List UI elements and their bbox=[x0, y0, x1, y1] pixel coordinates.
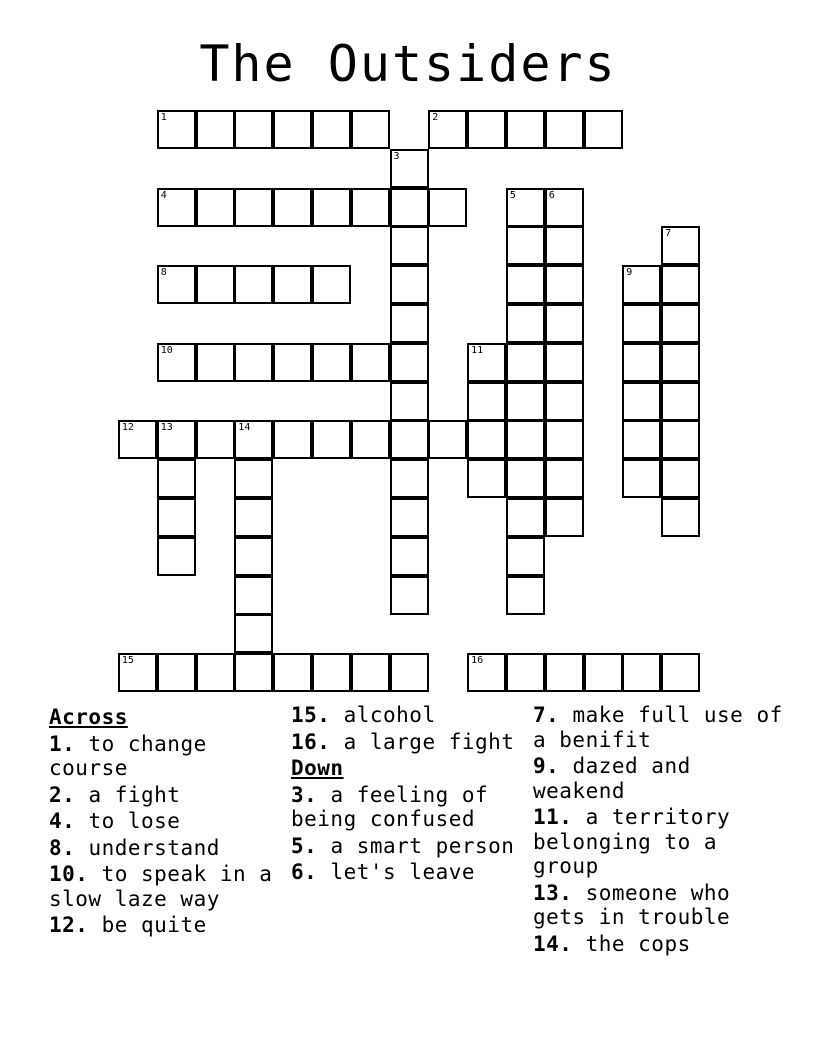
grid-cell[interactable] bbox=[390, 537, 429, 576]
grid-cell[interactable] bbox=[545, 459, 584, 498]
grid-cell[interactable] bbox=[196, 110, 235, 149]
grid-cell[interactable] bbox=[661, 459, 700, 498]
clue-item bbox=[533, 754, 793, 803]
grid-cell[interactable] bbox=[157, 265, 196, 304]
grid-cell[interactable] bbox=[196, 343, 235, 382]
grid-cell[interactable] bbox=[506, 537, 545, 576]
puzzle-title: The Outsiders bbox=[199, 35, 617, 93]
clue-item bbox=[291, 730, 523, 755]
clue-number: 15. bbox=[291, 703, 331, 727]
clue-item bbox=[291, 860, 523, 885]
grid-cell[interactable] bbox=[545, 653, 584, 692]
grid-cell[interactable] bbox=[545, 498, 584, 537]
grid-cell[interactable] bbox=[196, 653, 235, 692]
grid-cell[interactable] bbox=[506, 653, 545, 692]
clue-number-label: 4 bbox=[160, 189, 167, 201]
clues-column-1 bbox=[49, 703, 279, 940]
grid-cell[interactable] bbox=[234, 420, 273, 459]
clue-number-label: 9 bbox=[626, 267, 633, 279]
clue-number-label: 1 bbox=[160, 112, 167, 123]
grid-cell[interactable] bbox=[428, 110, 467, 149]
clue-text: a territory belonging to a group bbox=[533, 805, 731, 878]
grid-cell[interactable] bbox=[312, 110, 351, 149]
grid-cell[interactable] bbox=[428, 188, 467, 227]
grid-cell[interactable] bbox=[390, 265, 429, 304]
grid-cell[interactable] bbox=[157, 110, 196, 149]
grid-cell[interactable] bbox=[506, 188, 545, 227]
clue-number-label: 2 bbox=[432, 112, 439, 123]
grid-cell[interactable] bbox=[234, 614, 273, 653]
clue-number: 7. bbox=[533, 703, 560, 727]
grid-cell[interactable] bbox=[273, 653, 312, 692]
grid-cell[interactable] bbox=[390, 304, 429, 343]
grid-cell[interactable] bbox=[390, 459, 429, 498]
grid-cell[interactable] bbox=[661, 304, 700, 343]
grid-cell[interactable] bbox=[157, 420, 196, 459]
grid-cell[interactable] bbox=[273, 265, 312, 304]
clue-number-label: 13 bbox=[160, 422, 173, 434]
clue-number-label: 15 bbox=[121, 655, 134, 667]
grid-cell[interactable] bbox=[661, 498, 700, 537]
grid-cell[interactable] bbox=[312, 653, 351, 692]
grid-cell[interactable] bbox=[584, 653, 623, 692]
grid-cell[interactable] bbox=[118, 653, 157, 692]
grid-cell[interactable] bbox=[467, 343, 506, 382]
grid-cell[interactable] bbox=[545, 382, 584, 421]
grid-cell[interactable] bbox=[234, 576, 273, 615]
grid-cell[interactable] bbox=[661, 420, 700, 459]
grid-cell[interactable] bbox=[622, 265, 661, 304]
grid-cell[interactable] bbox=[661, 653, 700, 692]
grid-cell[interactable] bbox=[390, 420, 429, 459]
grid-cell[interactable] bbox=[506, 498, 545, 537]
grid-cell[interactable] bbox=[622, 343, 661, 382]
down-heading: Down bbox=[291, 756, 344, 780]
grid-cell[interactable] bbox=[196, 420, 235, 459]
down-clue-list bbox=[291, 783, 523, 885]
grid-cell[interactable] bbox=[622, 382, 661, 421]
clue-item bbox=[49, 836, 279, 861]
clue-number-label: 3 bbox=[393, 150, 400, 162]
clue-text: a fight bbox=[75, 782, 181, 807]
grid-cell[interactable] bbox=[467, 653, 506, 692]
clue-text: a feeling of being confused bbox=[291, 782, 489, 831]
grid-cell[interactable] bbox=[351, 188, 390, 227]
clue-number: 10. bbox=[49, 862, 89, 886]
clue-number: 2. bbox=[49, 782, 76, 807]
clue-text: be quite bbox=[88, 913, 207, 937]
grid-cell[interactable] bbox=[506, 576, 545, 615]
grid-cell[interactable] bbox=[661, 382, 700, 421]
clue-text: to lose bbox=[75, 809, 181, 833]
grid-cell[interactable] bbox=[196, 265, 235, 304]
grid-cell[interactable] bbox=[351, 420, 390, 459]
grid-cell[interactable] bbox=[467, 110, 506, 149]
grid-cell[interactable] bbox=[273, 343, 312, 382]
grid-cell[interactable] bbox=[390, 188, 429, 227]
clue-text: understand bbox=[75, 835, 220, 860]
clue-text: let's leave bbox=[317, 860, 476, 884]
clue-item bbox=[533, 703, 793, 752]
grid-cell[interactable] bbox=[467, 382, 506, 421]
clue-item bbox=[533, 881, 793, 930]
clue-text: dazed and weakend bbox=[533, 754, 691, 803]
grid-cell[interactable] bbox=[312, 265, 351, 304]
clue-text: make full use of a benifit bbox=[533, 703, 783, 752]
grid-cell[interactable] bbox=[506, 343, 545, 382]
grid-cell[interactable] bbox=[157, 537, 196, 576]
clue-number: 5. bbox=[291, 833, 318, 858]
grid-cell[interactable] bbox=[545, 188, 584, 227]
clue-number-label: 12 bbox=[121, 422, 134, 434]
grid-cell[interactable] bbox=[273, 420, 312, 459]
clue-number: 1. bbox=[49, 731, 76, 756]
clue-number: 12. bbox=[49, 913, 89, 937]
clue-text: the cops bbox=[572, 931, 691, 956]
grid-cell[interactable] bbox=[157, 653, 196, 692]
grid-cell[interactable] bbox=[118, 420, 157, 459]
grid-cell[interactable] bbox=[506, 304, 545, 343]
grid-cell[interactable] bbox=[584, 110, 623, 149]
grid-cell[interactable] bbox=[428, 420, 467, 459]
clue-item bbox=[49, 732, 279, 781]
grid-cell[interactable] bbox=[390, 382, 429, 421]
clue-number-label: 6 bbox=[548, 189, 555, 201]
grid-cell[interactable] bbox=[351, 110, 390, 149]
clue-number: 9. bbox=[533, 754, 560, 778]
clue-item bbox=[49, 809, 279, 834]
clue-item bbox=[291, 783, 523, 832]
clue-item bbox=[291, 703, 523, 728]
grid-cell[interactable] bbox=[234, 537, 273, 576]
grid-cell[interactable] bbox=[312, 420, 351, 459]
grid-cell[interactable] bbox=[157, 459, 196, 498]
grid-cell[interactable] bbox=[506, 265, 545, 304]
clue-text: alcohol bbox=[330, 703, 436, 727]
grid-cell[interactable] bbox=[545, 265, 584, 304]
grid-cell[interactable] bbox=[273, 110, 312, 149]
grid-cell[interactable] bbox=[234, 188, 273, 227]
clue-item bbox=[49, 913, 279, 938]
grid-cell[interactable] bbox=[196, 188, 235, 227]
grid-cell[interactable] bbox=[234, 343, 273, 382]
grid-cell[interactable] bbox=[545, 343, 584, 382]
grid-cell[interactable] bbox=[390, 498, 429, 537]
clue-number: 8. bbox=[49, 835, 76, 860]
grid-cell[interactable] bbox=[234, 653, 273, 692]
clue-number-label: 5 bbox=[509, 189, 516, 201]
clue-number: 11. bbox=[533, 805, 573, 829]
grid-cell[interactable] bbox=[234, 459, 273, 498]
grid-cell[interactable] bbox=[661, 226, 700, 265]
clue-item bbox=[533, 932, 793, 957]
clue-text: to speak in a slow laze way bbox=[49, 862, 273, 911]
grid-cell[interactable] bbox=[622, 653, 661, 692]
clue-number: 16. bbox=[291, 729, 331, 754]
grid-cell[interactable] bbox=[506, 382, 545, 421]
clue-number-label: 14 bbox=[238, 422, 251, 434]
across-clue-list bbox=[49, 732, 279, 938]
clue-number: 3. bbox=[291, 782, 318, 807]
grid-cell[interactable] bbox=[467, 459, 506, 498]
clue-number-label: 10 bbox=[160, 344, 173, 356]
across-clue-list-continued bbox=[291, 703, 523, 754]
grid-cell[interactable] bbox=[661, 343, 700, 382]
clue-item bbox=[49, 783, 279, 808]
grid-cell[interactable] bbox=[545, 420, 584, 459]
grid-cell[interactable] bbox=[506, 420, 545, 459]
grid-cell[interactable] bbox=[467, 420, 506, 459]
clue-item bbox=[533, 805, 793, 879]
clues-column-2 bbox=[291, 703, 523, 887]
clue-number-label: 16 bbox=[471, 655, 484, 667]
clue-text: someone who gets in trouble bbox=[533, 880, 731, 929]
grid-cell[interactable] bbox=[351, 653, 390, 692]
grid-cell[interactable] bbox=[312, 188, 351, 227]
clue-number: 6. bbox=[291, 860, 318, 884]
clue-text: to change course bbox=[49, 731, 207, 780]
clue-text: a large fight bbox=[330, 729, 515, 754]
grid-cell[interactable] bbox=[622, 420, 661, 459]
clue-number-label: 11 bbox=[471, 344, 484, 356]
down-clue-list-continued bbox=[533, 703, 793, 956]
grid-cell[interactable] bbox=[157, 188, 196, 227]
grid-cell[interactable] bbox=[545, 226, 584, 265]
grid-cell[interactable] bbox=[545, 110, 584, 149]
grid-cell[interactable] bbox=[390, 226, 429, 265]
grid-cell[interactable] bbox=[234, 498, 273, 537]
clue-number: 4. bbox=[49, 809, 76, 833]
across-heading: Across bbox=[49, 705, 128, 729]
clue-item bbox=[49, 862, 279, 911]
clue-number-label: 8 bbox=[160, 267, 167, 279]
grid-cell[interactable] bbox=[390, 576, 429, 615]
grid-cell[interactable] bbox=[390, 653, 429, 692]
grid-cell[interactable] bbox=[157, 498, 196, 537]
clue-text: a smart person bbox=[317, 833, 515, 858]
clue-number: 14. bbox=[533, 931, 573, 956]
grid-cell[interactable] bbox=[661, 265, 700, 304]
grid-cell[interactable] bbox=[545, 304, 584, 343]
clue-number-label: 7 bbox=[665, 228, 672, 240]
grid-cell[interactable] bbox=[157, 343, 196, 382]
grid-cell[interactable] bbox=[390, 343, 429, 382]
grid-cell[interactable] bbox=[506, 459, 545, 498]
clue-number: 13. bbox=[533, 880, 573, 905]
grid-cell[interactable] bbox=[506, 110, 545, 149]
clues-column-3 bbox=[533, 703, 793, 958]
grid-cell[interactable] bbox=[622, 459, 661, 498]
grid-cell[interactable] bbox=[234, 110, 273, 149]
grid-cell[interactable] bbox=[351, 343, 390, 382]
grid-cell[interactable] bbox=[506, 226, 545, 265]
grid-cell[interactable] bbox=[234, 265, 273, 304]
clue-item bbox=[291, 834, 523, 859]
grid-cell[interactable] bbox=[312, 343, 351, 382]
grid-cell[interactable] bbox=[390, 149, 429, 188]
grid-cell[interactable] bbox=[273, 188, 312, 227]
grid-cell[interactable] bbox=[622, 304, 661, 343]
